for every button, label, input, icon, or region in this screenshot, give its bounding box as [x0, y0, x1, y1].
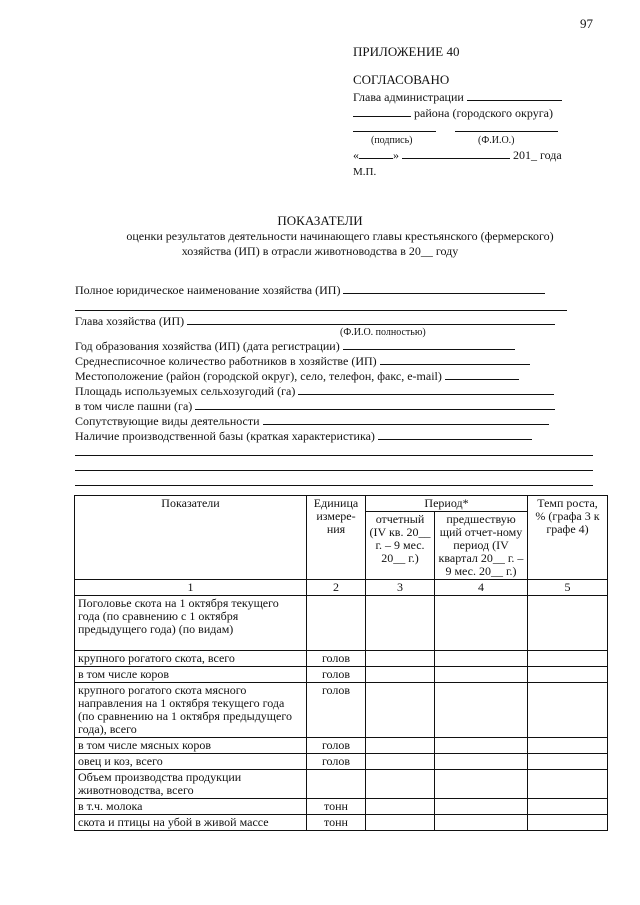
- column-number: 1: [75, 580, 307, 596]
- cell-previous[interactable]: [435, 683, 528, 738]
- table-row: [75, 754, 608, 770]
- table-row: [75, 667, 608, 683]
- signature-line: [353, 131, 436, 132]
- column-numbers-row: [75, 580, 608, 596]
- field-location-label: Местоположение (район (городской округ), село, телефон, факс, e-mail): [75, 369, 442, 383]
- cell-growth[interactable]: [528, 738, 608, 754]
- page-number: 97: [580, 16, 593, 31]
- row-unit: [307, 770, 366, 799]
- row-label: овец и коз, всего: [75, 754, 307, 770]
- cell-growth[interactable]: [528, 799, 608, 815]
- cell-growth[interactable]: [528, 770, 608, 799]
- row-label: скота и птицы на убой в живой массе: [75, 815, 307, 831]
- date-close-quote: »: [393, 148, 399, 162]
- field-location: [75, 368, 519, 384]
- approval-district-line: [353, 105, 411, 117]
- production-base-extra-line-3[interactable]: [75, 485, 593, 486]
- cell-growth[interactable]: [528, 596, 608, 651]
- field-head-caption: (Ф.И.О. полностью): [340, 327, 426, 338]
- fio-line: [455, 131, 558, 132]
- cell-previous[interactable]: [435, 770, 528, 799]
- signature-caption: (подпись): [371, 135, 413, 146]
- field-year-founded-label: Год образования хозяйства (ИП) (дата регистрации): [75, 339, 340, 353]
- full-name-extra-line[interactable]: [75, 310, 567, 311]
- row-label: в том числе мясных коров: [75, 738, 307, 754]
- table-row: [75, 596, 608, 651]
- row-unit: голов: [307, 738, 366, 754]
- date-year-prefix: 201_: [513, 148, 537, 162]
- field-arable: [75, 398, 555, 414]
- field-production-base: [75, 428, 532, 444]
- field-arable-label: в том числе пашни (га): [75, 399, 193, 413]
- seal-label: М.П.: [353, 166, 377, 178]
- row-unit: голов: [307, 651, 366, 667]
- header-previous: предшествую щий отчет-ному период (IV квартал 20__ г. – 9 мес. 20__ г.): [435, 512, 528, 580]
- column-number: 2: [307, 580, 366, 596]
- header-unit: Единица измере-ния: [307, 496, 366, 580]
- production-base-extra-line-2[interactable]: [75, 470, 593, 471]
- field-location-line[interactable]: [445, 368, 519, 380]
- header-indicators: Показатели: [75, 496, 307, 580]
- appendix-label: ПРИЛОЖЕНИЕ 40: [353, 44, 460, 59]
- cell-reporting[interactable]: [366, 754, 435, 770]
- field-head-label: Глава хозяйства (ИП): [75, 314, 185, 328]
- approval-district-label: района (городского округа): [414, 106, 553, 120]
- table-row: [75, 770, 608, 799]
- document-subtitle-line1: оценки результатов деятельности начинающего главы крестьянского (фермерского): [126, 229, 554, 243]
- cell-previous[interactable]: [435, 667, 528, 683]
- approval-head-admin-line: [467, 89, 562, 101]
- field-land-area-line[interactable]: [298, 383, 554, 395]
- field-related-activities-line[interactable]: [263, 413, 549, 425]
- field-production-base-label: Наличие производственной базы (краткая характеристика): [75, 429, 375, 443]
- cell-previous[interactable]: [435, 815, 528, 831]
- row-unit: голов: [307, 683, 366, 738]
- row-label: в том числе коров: [75, 667, 307, 683]
- cell-reporting[interactable]: [366, 667, 435, 683]
- row-unit: [307, 596, 366, 651]
- cell-growth[interactable]: [528, 754, 608, 770]
- table-row: [75, 683, 608, 738]
- date-open-quote: «: [353, 148, 359, 162]
- cell-reporting[interactable]: [366, 738, 435, 754]
- table-row: [75, 651, 608, 667]
- field-full-name-label: Полное юридическое наименование хозяйства (ИП): [75, 283, 341, 297]
- field-head-line[interactable]: [187, 313, 555, 325]
- cell-reporting[interactable]: [366, 815, 435, 831]
- indicators-table: [74, 495, 608, 831]
- row-label: Поголовье скота на 1 октября текущего года (по сравнению с 1 октября предыдущего года) (по видам): [75, 596, 307, 651]
- date-year-suffix: года: [540, 148, 562, 162]
- header-period: Период*: [366, 496, 528, 512]
- field-full-name-line[interactable]: [343, 282, 545, 294]
- header-reporting: отчетный (IV кв. 20__ г. – 9 мес. 20__ г.): [366, 512, 435, 580]
- approval-date: [353, 147, 562, 163]
- cell-reporting[interactable]: [366, 799, 435, 815]
- row-label: крупного рогатого скота, всего: [75, 651, 307, 667]
- cell-growth[interactable]: [528, 667, 608, 683]
- field-head: [75, 313, 555, 329]
- field-land-area: [75, 383, 554, 399]
- cell-reporting[interactable]: [366, 683, 435, 738]
- cell-reporting[interactable]: [366, 770, 435, 799]
- field-full-name: [75, 282, 545, 298]
- field-year-founded-line[interactable]: [343, 338, 515, 350]
- table-row: [75, 815, 608, 831]
- cell-growth[interactable]: [528, 815, 608, 831]
- cell-previous[interactable]: [435, 651, 528, 667]
- approval-district: [353, 105, 553, 121]
- header-growth: Темп роста, % (графа 3 к графе 4): [528, 496, 608, 580]
- date-day-line: [359, 147, 393, 159]
- field-arable-line[interactable]: [195, 398, 555, 410]
- production-base-extra-line-1[interactable]: [75, 455, 593, 456]
- approval-head-admin: [353, 89, 562, 105]
- field-related-activities: [75, 413, 549, 429]
- document-subtitle-line2: хозяйства (ИП) в отрасли животноводства в 20__ году: [181, 244, 459, 258]
- cell-previous[interactable]: [435, 596, 528, 651]
- field-avg-workers: [75, 353, 530, 369]
- column-number: 3: [366, 580, 435, 596]
- field-year-founded: [75, 338, 515, 354]
- field-land-area-label: Площадь используемых сельхозугодий (га): [75, 384, 296, 398]
- table-row: [75, 738, 608, 754]
- row-label: крупного рогатого скота мясного направления на 1 октября текущего года (по сравнению на 1 октября предыдущего года), всего: [75, 683, 307, 738]
- cell-previous[interactable]: [435, 754, 528, 770]
- cell-reporting[interactable]: [366, 596, 435, 651]
- field-avg-workers-line[interactable]: [380, 353, 530, 365]
- cell-previous[interactable]: [435, 738, 528, 754]
- approval-head-admin-label: Глава администрации: [353, 90, 464, 104]
- column-number: 5: [528, 580, 608, 596]
- field-production-base-line[interactable]: [378, 428, 532, 440]
- cell-reporting[interactable]: [366, 651, 435, 667]
- cell-growth[interactable]: [528, 651, 608, 667]
- row-label: Объем производства продукции животноводства, всего: [75, 770, 307, 799]
- cell-growth[interactable]: [528, 683, 608, 738]
- table-row: [75, 799, 608, 815]
- document-title: ПОКАЗАТЕЛИ: [277, 213, 363, 228]
- row-unit: голов: [307, 754, 366, 770]
- fio-caption: (Ф.И.О.): [478, 135, 515, 146]
- row-unit: голов: [307, 667, 366, 683]
- column-number: 4: [435, 580, 528, 596]
- row-unit: тонн: [307, 815, 366, 831]
- approval-title: СОГЛАСОВАНО: [353, 72, 450, 87]
- date-month-line: [402, 147, 510, 159]
- cell-previous[interactable]: [435, 799, 528, 815]
- table-header-row-1: [75, 496, 608, 512]
- row-label: в т.ч. молока: [75, 799, 307, 815]
- field-related-activities-label: Сопутствующие виды деятельности: [75, 414, 260, 428]
- field-avg-workers-label: Среднесписочное количество работников в хозяйстве (ИП): [75, 354, 377, 368]
- row-unit: тонн: [307, 799, 366, 815]
